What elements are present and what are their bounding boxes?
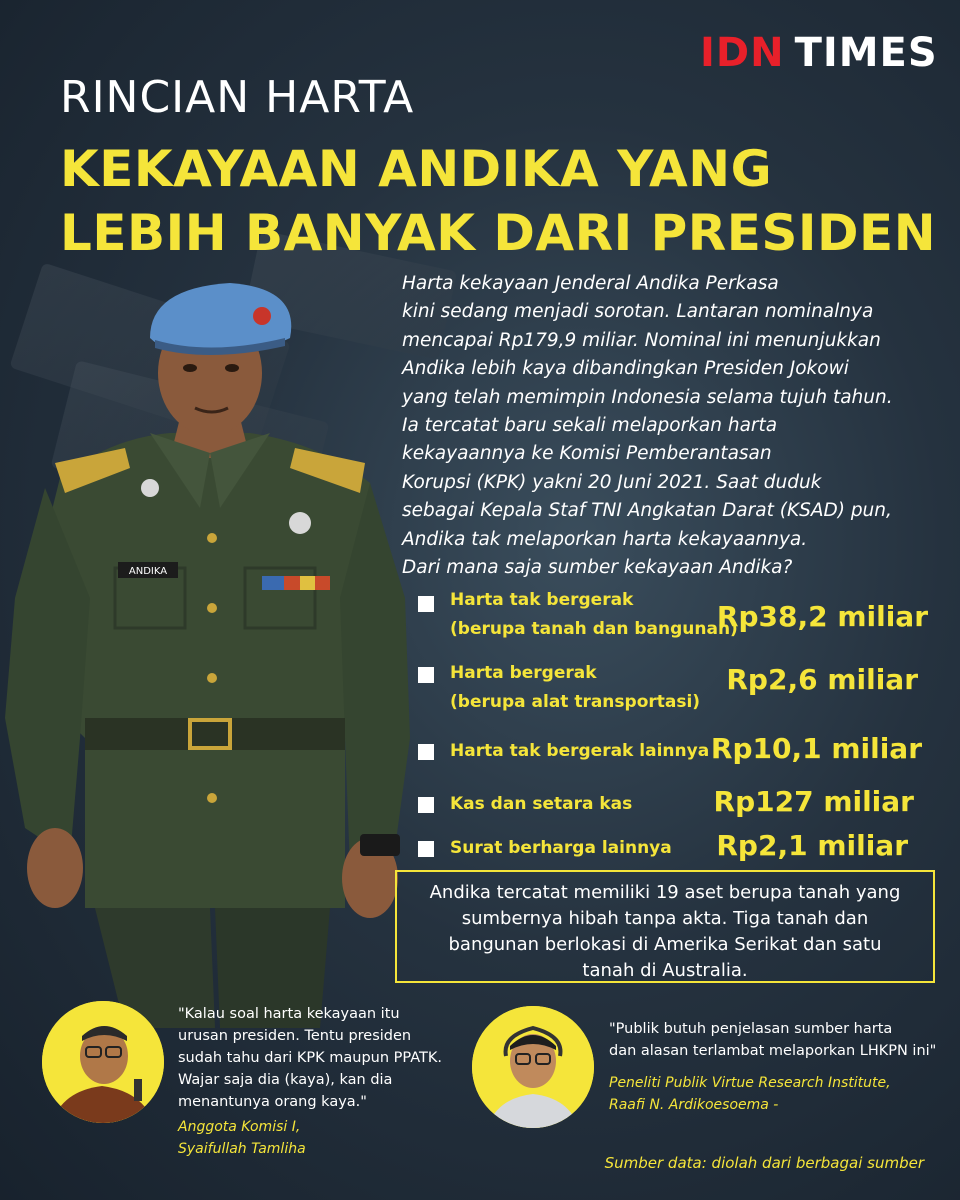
asset-label-line: Harta tak bergerak lainnya xyxy=(450,741,710,761)
asset-amount: Rp2,1 miliar xyxy=(716,829,908,862)
checkbox-icon xyxy=(418,744,434,760)
quote-left xyxy=(178,1003,442,1113)
asset-label-line: Surat berharga lainnya xyxy=(450,838,672,858)
intro-line: Ia tercatat baru sekali melaporkan harta xyxy=(402,415,778,437)
info-line: Andika tercatat memiliki 19 aset berupa tanah yang xyxy=(429,882,901,903)
asset-item xyxy=(418,590,938,650)
brand-idn: IDN xyxy=(700,30,785,76)
info-line: tanah di Australia. xyxy=(582,960,748,981)
intro-line: kini sedang menjadi sorotan. Lantaran nominalnya xyxy=(402,301,874,323)
checkbox-icon xyxy=(418,667,434,683)
info-line: bangunan berlokasi di Amerika Serikat dan satu xyxy=(448,934,882,955)
quote-left-attribution xyxy=(178,1116,306,1160)
avatar-raafi xyxy=(472,1006,594,1128)
intro-line: kekayaannya ke Komisi Pemberantasan xyxy=(402,443,772,465)
asset-label xyxy=(450,661,700,715)
attribution-line: Peneliti Publik Virtue Research Institute, xyxy=(609,1075,891,1091)
person-photo-icon xyxy=(42,1001,164,1123)
avatar-syaifullah xyxy=(42,1001,164,1123)
page-title-line-2: LEBIH BANYAK DARI PRESIDEN xyxy=(60,204,937,262)
info-line: sumbernya hibah tanpa akta. Tiga tanah dan xyxy=(461,908,869,929)
asset-amount: Rp2,6 miliar xyxy=(726,663,918,696)
brand-logo xyxy=(700,30,938,76)
asset-label xyxy=(450,588,738,642)
quote-line: "Kalau soal harta kekayaan itu xyxy=(178,1006,400,1022)
asset-label-line: Harta tak bergerak xyxy=(450,590,634,610)
intro-line: Andika lebih kaya dibandingkan Presiden Jokowi xyxy=(402,358,849,380)
intro-line: mencapai Rp179,9 miliar. Nominal ini menunjukkan xyxy=(402,329,881,351)
quote-line: menantunya orang kaya." xyxy=(178,1094,367,1110)
asset-label xyxy=(450,836,672,861)
asset-label xyxy=(450,792,632,817)
intro-paragraph xyxy=(402,270,932,582)
attribution-line: Syaifullah Tamliha xyxy=(178,1141,306,1157)
intro-line: yang telah memimpin Indonesia selama tujuh tahun. xyxy=(402,386,893,408)
asset-amount: Rp10,1 miliar xyxy=(710,732,922,765)
quote-right-attribution xyxy=(609,1072,891,1116)
page-title-line-1: KEKAYAAN ANDIKA YANG xyxy=(60,140,773,198)
quote-line: dan alasan terlambat melaporkan LHKPN ini" xyxy=(609,1043,937,1059)
attribution-line: Anggota Komisi I, xyxy=(178,1119,301,1135)
asset-amount: Rp127 miliar xyxy=(713,785,914,818)
checkbox-icon xyxy=(418,841,434,857)
pretitle: RINCIAN HARTA xyxy=(60,72,415,123)
intro-line: Dari mana saja sumber kekayaan Andika? xyxy=(402,557,793,579)
intro-line: sebagai Kepala Staf TNI Angkatan Darat (KSAD) pun, xyxy=(402,500,892,522)
quote-line: sudah tahu dari KPK maupun PPATK. xyxy=(178,1050,442,1066)
asset-item xyxy=(418,663,938,723)
quote-line: "Publik butuh penjelasan sumber harta xyxy=(609,1021,893,1037)
source-credit: Sumber data: diolah dari berbagai sumber xyxy=(604,1154,924,1172)
soldier-illustration xyxy=(0,268,420,1028)
intro-line: Korupsi (KPK) yakni 20 Juni 2021. Saat duduk xyxy=(402,471,822,493)
intro-line: Andika tak melaporkan harta kekayaannya. xyxy=(402,528,808,550)
person-photo-icon xyxy=(472,1006,594,1128)
attribution-line: Raafi N. Ardikoesoema - xyxy=(609,1097,779,1113)
soldier-name-tag: ANDIKA xyxy=(128,566,168,577)
asset-label-line: Kas dan setara kas xyxy=(450,794,633,814)
checkbox-icon xyxy=(418,596,434,612)
info-box xyxy=(395,870,935,983)
quote-line: Wajar saja dia (kaya), kan dia xyxy=(178,1072,393,1088)
asset-label-line: Harta bergerak xyxy=(450,663,597,683)
asset-amount: Rp38,2 miliar xyxy=(716,600,928,633)
checkbox-icon xyxy=(418,797,434,813)
asset-label xyxy=(450,739,709,764)
quote-right xyxy=(609,1018,936,1062)
intro-line: Harta kekayaan Jenderal Andika Perkasa xyxy=(402,273,779,294)
quote-line: urusan presiden. Tentu presiden xyxy=(178,1028,412,1044)
brand-times: TIMES xyxy=(794,30,938,76)
asset-label-line: (berupa alat transportasi) xyxy=(450,692,701,712)
asset-label-line: (berupa tanah dan bangunan) xyxy=(450,619,738,639)
